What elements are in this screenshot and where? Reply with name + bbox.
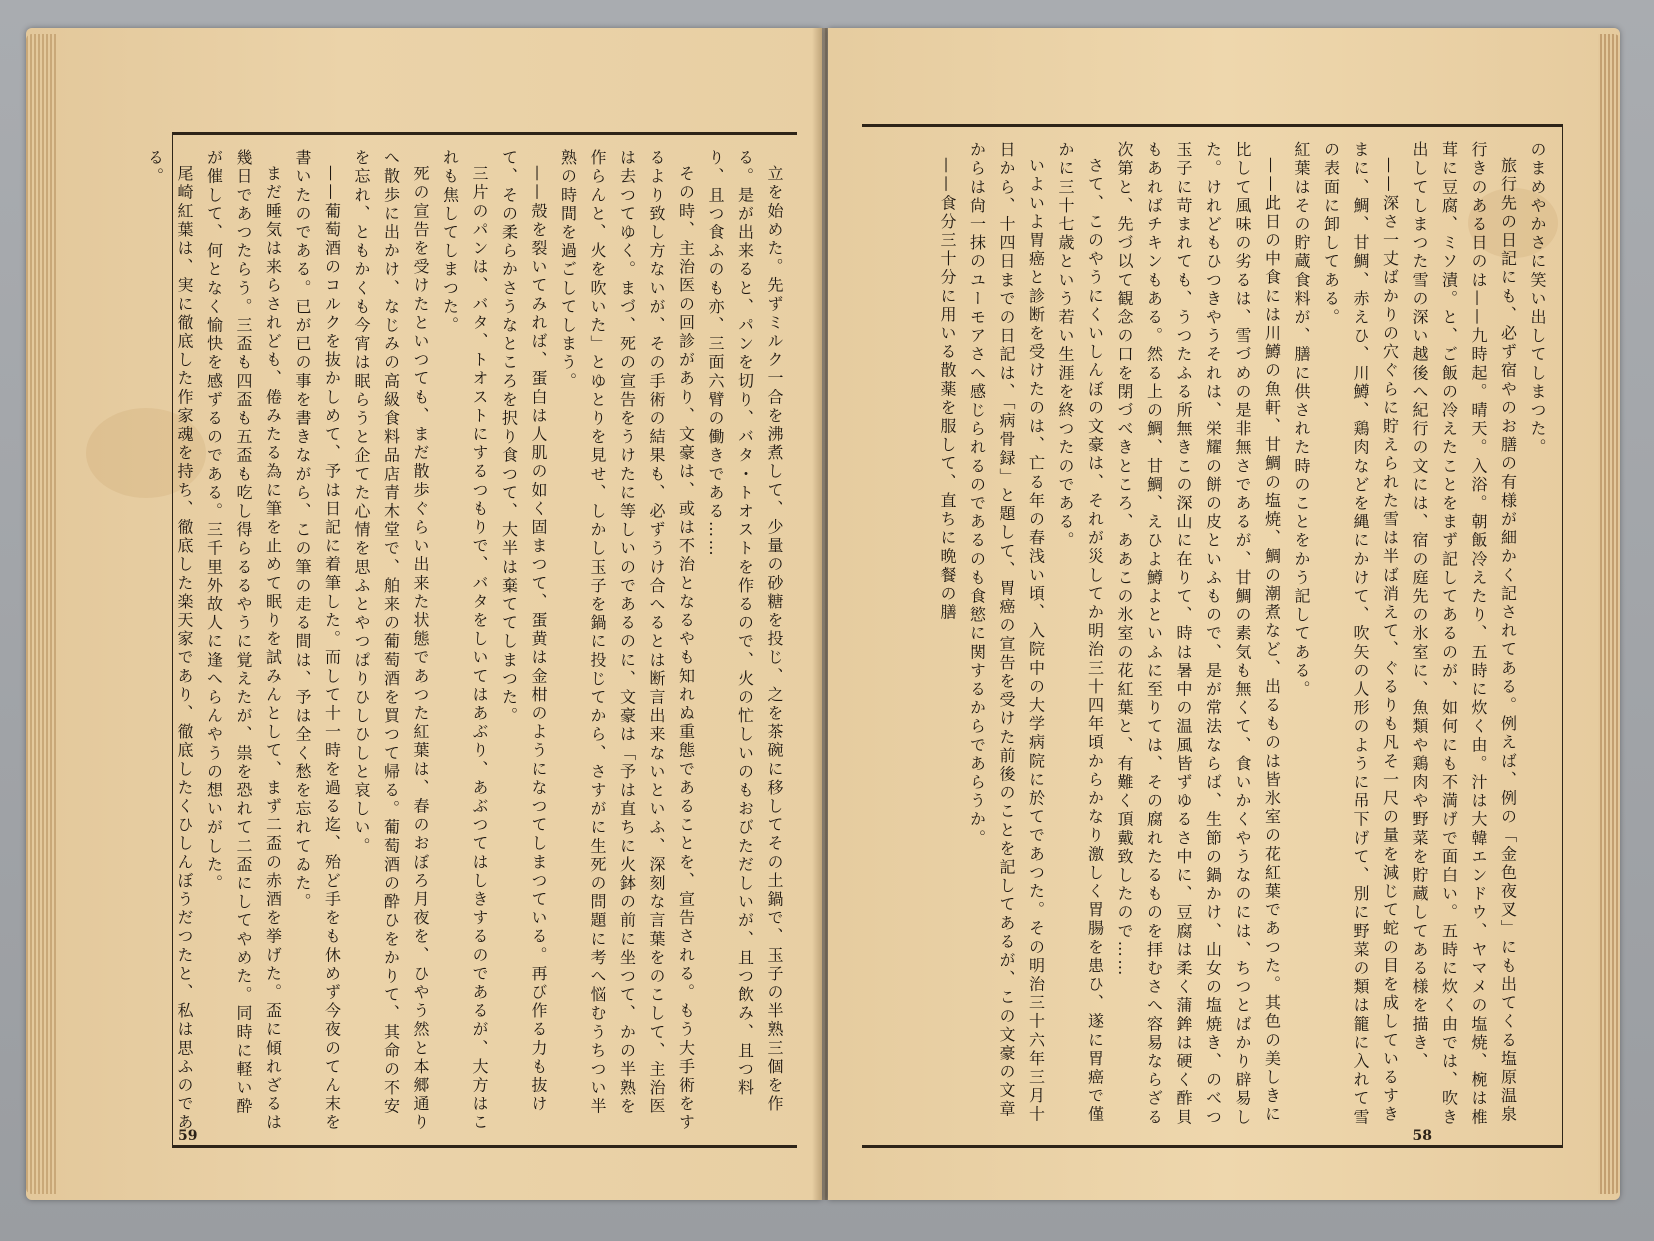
paragraph: 三片のパンは、バタ、トオストにするつもりで、バタをしいてはあぶり、あぶつてはしきするのであるが、大方はこれも焦してしまつた。 — [440, 149, 489, 1133]
left-text-block — [145, 149, 789, 1133]
paragraph: まだ睡気は来らされども、倦みたる為に筆を止めて眠りを試みんとして、まず二盃の赤酒を挙げた。盃に傾れざるは幾日であつたらう。三盃も四盃も五盃も吃し得らるるやうに覚えたが、祟を恐れて二盃にしてやめた。同時に軽い酔が催して、何となく愉快を感ずるのである。三千里外故人に逢へらんやうの想いがした。 — [204, 149, 283, 1133]
page-edges-right — [1598, 34, 1620, 1194]
paragraph: 死の宣告を受けたといつても、まだ散歩ぐらい出来た状態であつた紅葉は、春のおぼろ月夜を、ひやう然と本郷通りへ散歩に出かけ、なじみの高級食料品店青木堂で、舶来の葡萄酒を買つて帰る。葡萄酒の酔ひをかりて、其命の不安を忘れ、ともかくも今宵は眠らうと企てた心情を思ふとやつぱりひしひしと哀しい。 — [352, 149, 430, 1133]
right-text-block — [870, 141, 1552, 1133]
page-edges-left — [26, 34, 56, 1194]
page-number-left: 59 — [178, 1128, 198, 1144]
paragraph: いよいよ胃癌と診断を受けたのは、亡る年の春浅い頃、入院中の大学病院に於てであつた。その明治三十六年三月十日から、十四日までの日記は、「病骨録」と題して、胃癌の宣告を受けた前後のことを記してあるが、この文豪の文章からは尙一抹のユーモアさへ感じられるのであるのも食慾に関するからであらうか。 — [967, 141, 1046, 1125]
paragraph: 旅行先の日記にも、必ず宿やのお膳の有様が細かく記されてある。例えば、例の「金色夜叉」にも出てくる塩原温泉行きのある日のは——九時起。晴天。入浴。朝飯冷えたり、五時に炊く由。汁は大韓エンドウ、ヤマメの塩焼、椀は椎茸に豆腐、ミソ漬。と、ご飯の冷えたことをまず記してあるのが、如何にも不満げで面白い。五時に炊く由では、吹き出してしまつた雪の深い越後へ紀行の文には、宿の庭先の氷室に、魚類や鶏肉や野菜を貯蔵してある様を描き、 — [1410, 141, 1518, 1127]
left-text-frame — [145, 132, 797, 1148]
paragraph: 立を始めた。先ずミルク一合を沸煮して、少量の砂糖を投じ、之を茶碗に移してその土鍋で、玉子の半熟三個を作る。是が出来ると、パンを切り、バタ・トオストを作るので、火の忙しいのもおびただしいが、且つ飲み、且つ料り、且つ食ふのも亦、三面六臂の働きである…… — [706, 149, 784, 1114]
paragraph: さて、このやうにくいしんぼの文豪は、それが災してか明治三十四年頃からかなり激しく胃腸を患ひ、遂に胃癌で僅かに三十七歳という若い生涯を終つたのである。 — [1056, 141, 1105, 1125]
paragraph: 尾崎紅葉は、実に徹底した作家魂を持ち、徹底した楽天家であり、徹底したくひしんぼうだつたと、私は思ふのである。 — [145, 149, 194, 1133]
paragraph: ——葡萄酒のコルクを抜かしめて、予は日記に着筆した。而して十一時を過る迄、殆ど手をも休めず今夜のてん末を書いたのである。已が已の事を書きながら、この筆の走る間は、予は全く愁を忘れてゐた。 — [293, 149, 342, 1133]
paragraph: その時、主治医の回診があり、文豪は、或は不治となるやも知れぬ重態であることを、宣告される。もう大手術をするより致し方ないが、その手術の結果も、必ずうけ合へるとは断言出来ないといふ、深刻な言葉をのこして、主治医は去つてゆく。まづ、死の宣告をうけたに等しいのであるのに、文豪は「予は直ちに火鉢の前に坐つて、かの半熟を作らんと、火を吹いた」とゆとりを見せ、しかし玉子を鍋に投じてから、さすがに生死の問題に考へ悩むうちつい半熟の時間を過ごしてしまう。 — [558, 149, 696, 1133]
paragraph: 紅葉はその貯蔵食料が、膳に供された時のことをかう記してある。 — [1292, 141, 1311, 699]
left-page — [26, 28, 822, 1200]
page-number-right: 58 — [1412, 1128, 1432, 1144]
paragraph: ——此日の中食には川鱒の魚軒、甘鯛の塩焼、鯛の潮煮など、出るものは皆氷室の花紅葉であつた。其色の美しきに比して風味の劣るは、雪づめの是非無さであるが、甘鯛の素気も無くて、食いかくやうなのには、ちつとばかり辟易した。けれどもひつきやうそれは、栄耀の餅の皮といふもので、是が常法ならば、生節の鍋かけ、山女の塩焼き、のべつ玉子に苛まれても、うつたふる所無きこの深山に在りて、時は暑中の温風皆ずゆるさ中に、豆腐は柔く蒲鉾は硬く酢貝もあればチキンもある。然る上の鯛、甘鯛、えひよ鱒よといふに至りては、その腐れたるものを拝むさへ容易ならざる次第と、先づ以て観念の口を閉づべきところ、ああこの氷室の花紅葉と、有難く頂戴致したので…… — [1115, 141, 1282, 1127]
paragraph: のまめやかさに笑い出してしまつた。 — [1528, 141, 1547, 458]
paragraph: ——食分三十分に用いる散薬を服して、直ちに晩餐の膳 — [938, 157, 957, 622]
paragraph: ——深さ一丈ばかりの穴ぐらに貯えられた雪は半ば消えて、ぐるりも凡そ一尺の量を減じて蛇の目を成しているすきまに、鯛、甘鯛、赤えひ、川鱒、鶏肉などを縄にかけて、吹矢の人形のように吊下げて、別に野菜の類は籠に入れて雪の表面に卸してある。 — [1321, 141, 1400, 1127]
right-text-frame — [862, 124, 1563, 1148]
paragraph: ——殻を裂いてみれば、蛋白は人肌の如く固まつて、蛋黄は金柑のようになつてしまつている。再び作る力も抜けて、その柔らかさうなところを択り食つて、大半は棄ててしまつた。 — [499, 149, 548, 1114]
right-page — [828, 28, 1620, 1200]
